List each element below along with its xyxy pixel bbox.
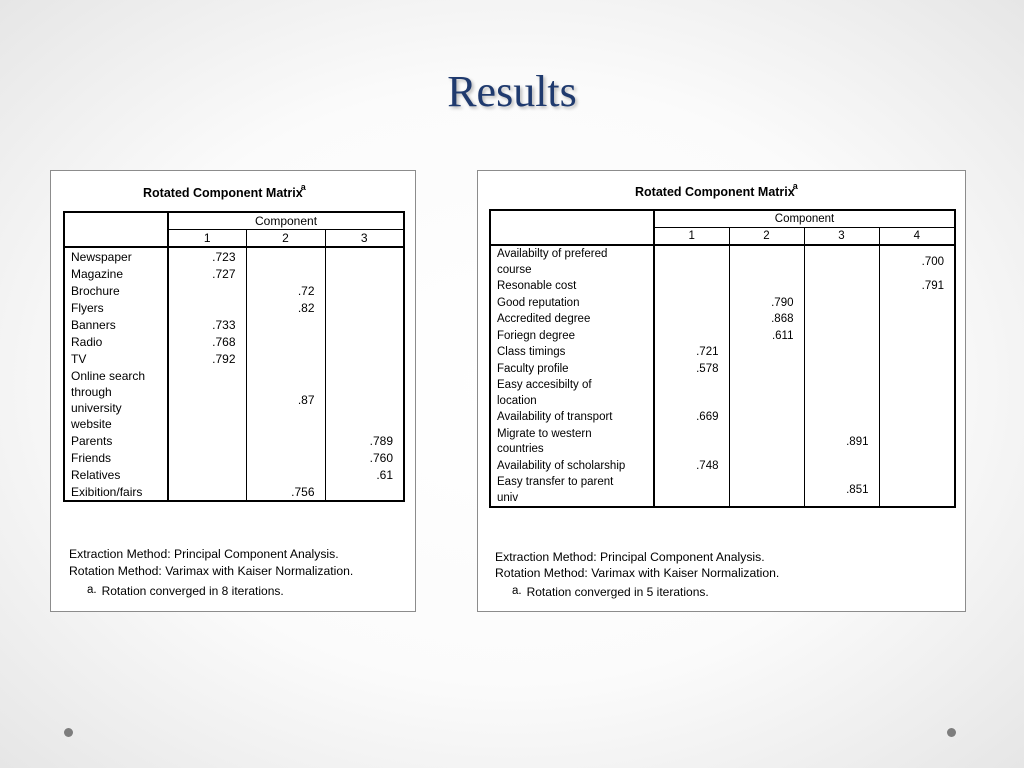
loading-cell	[879, 377, 955, 409]
table-row	[64, 483, 404, 501]
loading-cell: .748	[696, 459, 719, 472]
loading-cell	[168, 483, 246, 501]
loading-cell	[879, 426, 955, 458]
table-row	[490, 474, 955, 507]
component-number-4: 4	[879, 228, 955, 246]
component-header: Component	[168, 212, 404, 230]
loading-cell	[168, 367, 246, 432]
table-row	[64, 367, 404, 432]
loading-cell	[654, 295, 729, 312]
component-number-3: 3	[804, 228, 879, 246]
loading-cell	[168, 449, 246, 466]
right-rotation-method: Rotation Method: Varimax with Kaiser Normalization.	[495, 566, 780, 580]
row-label-line: Newspaper	[71, 250, 132, 264]
table-row	[490, 344, 955, 361]
row-label	[64, 449, 168, 466]
loading-cell	[879, 458, 955, 475]
table-row	[64, 432, 404, 449]
row-label	[64, 299, 168, 316]
loading-cell	[654, 278, 729, 295]
row-label-line: Foriegn degree	[497, 329, 575, 342]
loading-cell	[804, 295, 879, 312]
table-row	[490, 377, 955, 409]
loading-cell	[325, 350, 404, 367]
loading-cell	[804, 377, 879, 409]
loading-cell: .578	[696, 362, 719, 375]
loading-cell	[168, 432, 246, 449]
header-row-group	[64, 212, 404, 230]
left-matrix-panel	[50, 170, 416, 612]
row-label-line: Good reputation	[497, 296, 580, 309]
right-matrix-body	[490, 210, 955, 507]
component-number-2: 2	[729, 228, 804, 246]
loading-cell	[879, 328, 955, 345]
right-footnote	[512, 585, 709, 599]
loading-cell	[325, 265, 404, 282]
loading-cell: .790	[729, 295, 804, 312]
row-label-line: Easy transfer to parent	[497, 476, 614, 488]
component-number-2: 2	[246, 230, 325, 248]
loading-cell	[804, 361, 879, 378]
loading-cell	[804, 245, 879, 278]
loading-cell	[879, 361, 955, 378]
row-label	[490, 377, 654, 409]
table-row	[64, 282, 404, 299]
row-label	[64, 282, 168, 299]
left-matrix-body	[64, 212, 404, 501]
left-extraction-method: Extraction Method: Principal Component Analysis.	[69, 547, 339, 561]
row-label	[490, 474, 654, 507]
loading-cell: .791	[879, 278, 955, 295]
loading-cell: .768	[212, 334, 236, 349]
loading-cell	[654, 426, 729, 458]
loading-cell	[246, 350, 325, 367]
loading-cell: .891	[804, 426, 879, 458]
row-label	[64, 316, 168, 333]
loading-cell	[246, 247, 325, 265]
loading-cell: .723	[212, 249, 236, 264]
row-label-line: Class timings	[497, 346, 566, 358]
loading-cell: .72	[246, 282, 325, 299]
loading-cell: .789	[325, 432, 404, 449]
table-row	[490, 278, 955, 295]
row-label-line: Accredited degree	[497, 313, 591, 325]
loading-cell	[879, 295, 955, 312]
loading-cell	[325, 367, 404, 432]
loading-cell	[325, 333, 404, 350]
table-row	[490, 295, 955, 312]
loading-cell	[804, 409, 879, 426]
left-footnote-text: Rotation converged in 8 iterations.	[101, 584, 284, 598]
right-matrix-panel	[477, 170, 966, 612]
table-row	[64, 449, 404, 466]
right-footnote-letter: a.	[512, 585, 522, 597]
right-footnote-text: Rotation converged in 5 iterations.	[526, 585, 709, 599]
loading-cell	[654, 377, 729, 409]
loading-cell	[246, 466, 325, 483]
row-label-line: Brochure	[71, 284, 120, 298]
row-label	[490, 361, 654, 378]
loading-cell	[729, 474, 804, 507]
table-row	[64, 247, 404, 265]
loading-cell: .727	[212, 266, 236, 281]
row-label-line: Availability of scholarship	[497, 459, 626, 472]
loading-cell: .851	[804, 474, 879, 507]
left-component-matrix	[63, 211, 405, 502]
loading-cell	[246, 432, 325, 449]
loading-cell	[325, 282, 404, 299]
row-label-line: Magazine	[71, 267, 124, 281]
component-number-1: 1	[168, 230, 246, 248]
loading-cell: .611	[729, 328, 804, 345]
loading-cell	[804, 328, 879, 345]
loading-cell: .868	[729, 311, 804, 328]
row-label	[490, 311, 654, 328]
table-row	[490, 458, 955, 475]
table-row	[490, 409, 955, 426]
loading-cell	[729, 361, 804, 378]
left-table-title-superscript: a	[300, 182, 306, 192]
loading-cell	[246, 265, 325, 282]
row-label	[490, 344, 654, 361]
loading-cell	[879, 311, 955, 328]
table-row	[64, 350, 404, 367]
table-row	[64, 316, 404, 333]
slide-dot-right	[947, 728, 956, 737]
row-label	[64, 265, 168, 282]
row-label-line: Friends	[71, 451, 112, 465]
row-label-line: Migrate to western	[497, 427, 592, 440]
loading-cell: .733	[212, 317, 236, 332]
row-label-line: Availability of transport	[497, 411, 613, 423]
loading-cell	[804, 344, 879, 361]
table-row	[64, 265, 404, 282]
row-label-line: Faculty profile	[497, 362, 569, 375]
component-header: Component	[654, 210, 955, 228]
right-table-title-superscript: a	[792, 181, 798, 191]
loading-cell: .721	[696, 346, 719, 359]
right-table-title	[635, 183, 798, 199]
row-label	[64, 466, 168, 483]
right-component-matrix	[489, 209, 956, 508]
row-label	[64, 247, 168, 265]
loading-cell	[654, 245, 729, 278]
row-label-line: Availabilty of prefered	[497, 248, 608, 260]
row-label-line: Easy accesibilty of	[497, 379, 592, 391]
loading-cell	[325, 483, 404, 501]
loading-cell	[246, 449, 325, 466]
loading-cell	[729, 245, 804, 278]
table-row	[64, 333, 404, 350]
loading-cell: .87	[246, 367, 325, 432]
loading-cell: .61	[325, 466, 404, 483]
left-table-title-text: Rotated Component Matrix	[143, 186, 303, 201]
row-label	[64, 333, 168, 350]
loading-cell	[654, 311, 729, 328]
loading-cell	[654, 328, 729, 345]
loading-cell	[325, 299, 404, 316]
slide-dot-left	[64, 728, 73, 737]
left-table-title	[143, 184, 306, 200]
row-label	[490, 245, 654, 278]
left-footnote-letter: a.	[87, 584, 97, 596]
loading-cell	[168, 282, 246, 299]
loading-cell	[804, 458, 879, 475]
row-label-line: Flyers	[71, 301, 104, 315]
left-rotation-method: Rotation Method: Varimax with Kaiser Normalization.	[69, 564, 354, 578]
loading-cell	[729, 426, 804, 458]
component-number-1: 1	[654, 228, 729, 246]
loading-cell	[325, 247, 404, 265]
table-row	[490, 426, 955, 458]
row-label-line: location	[497, 394, 537, 407]
row-label-line: course	[497, 263, 532, 276]
row-label-line: university	[71, 401, 122, 415]
row-label-line: TV	[71, 352, 87, 366]
loading-cell	[246, 316, 325, 333]
loading-cell	[729, 377, 804, 409]
loading-cell: .760	[325, 449, 404, 466]
header-blank-cell	[64, 212, 168, 247]
row-label-line: Radio	[71, 335, 103, 349]
loading-cell	[654, 474, 729, 507]
row-label-line: Exibition/fairs	[71, 485, 143, 499]
row-label	[64, 483, 168, 501]
loading-cell: .669	[696, 411, 719, 424]
table-row	[490, 328, 955, 345]
row-label-line: Banners	[71, 318, 116, 332]
row-label	[490, 458, 654, 475]
table-row	[490, 245, 955, 278]
row-label	[490, 295, 654, 312]
loading-cell: .82	[246, 299, 325, 316]
loading-cell	[729, 278, 804, 295]
row-label	[64, 367, 168, 432]
loading-cell	[729, 409, 804, 426]
row-label-line: countries	[497, 443, 544, 455]
row-label-line: website	[71, 417, 112, 431]
header-row-group	[490, 210, 955, 228]
row-label	[490, 278, 654, 295]
loading-cell: .700	[879, 245, 955, 278]
left-footnote	[87, 584, 284, 598]
row-label-line: through	[71, 385, 112, 399]
right-extraction-method: Extraction Method: Principal Component Analysis.	[495, 550, 765, 564]
slide-title: Results	[447, 67, 577, 116]
component-number-3: 3	[325, 230, 404, 248]
row-label	[64, 432, 168, 449]
row-label-line: Parents	[71, 434, 113, 448]
row-label	[490, 426, 654, 458]
loading-cell	[879, 344, 955, 361]
loading-cell	[325, 316, 404, 333]
row-label	[490, 328, 654, 345]
row-label-line: univ	[497, 491, 519, 504]
header-blank-cell	[490, 210, 654, 245]
row-label	[64, 350, 168, 367]
loading-cell	[729, 458, 804, 475]
loading-cell	[804, 278, 879, 295]
row-label-line: Relatives	[71, 468, 121, 482]
row-label	[490, 409, 654, 426]
loading-cell	[729, 344, 804, 361]
table-row	[490, 361, 955, 378]
loading-cell	[168, 299, 246, 316]
loading-cell	[804, 311, 879, 328]
loading-cell	[879, 409, 955, 426]
row-label-line: Resonable cost	[497, 280, 577, 292]
loading-cell	[246, 333, 325, 350]
row-label-line: Online search	[71, 369, 146, 383]
table-row	[64, 466, 404, 483]
right-table-title-text: Rotated Component Matrix	[635, 185, 795, 200]
loading-cell	[168, 466, 246, 483]
loading-cell: .792	[212, 351, 236, 366]
loading-cell: .756	[246, 483, 325, 501]
table-row	[490, 311, 955, 328]
loading-cell	[879, 474, 955, 507]
table-row	[64, 299, 404, 316]
